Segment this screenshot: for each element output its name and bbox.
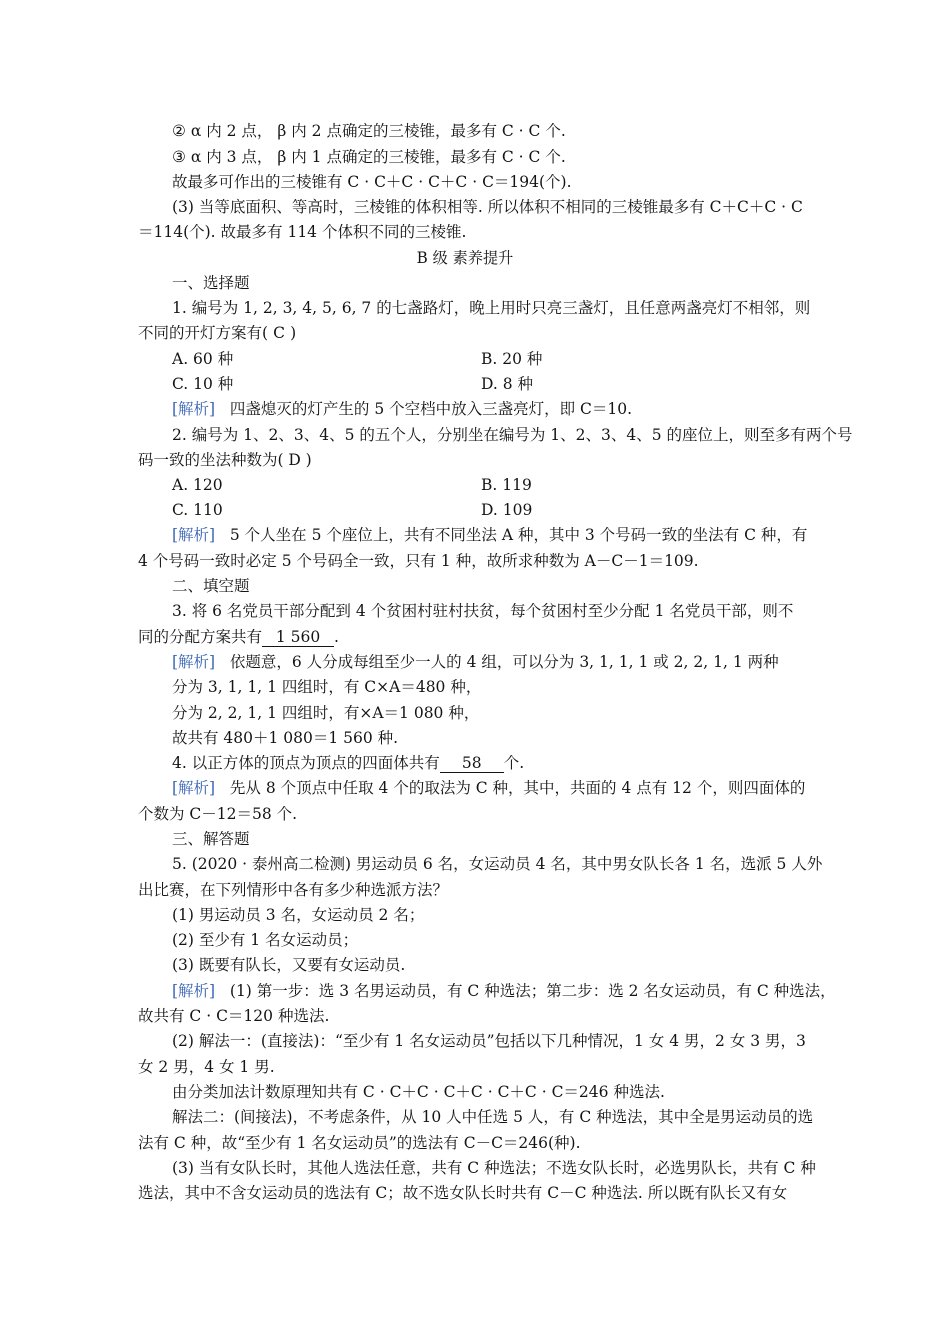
option-d: D. 109 [481,501,533,519]
solution-text: 分为 3, 1, 1, 1 四组时，有 C×A＝480 种， [172,678,482,696]
solution-line [172,981,836,1001]
options-row [172,374,872,394]
question-text: (1) 男运动员 3 名，女运动员 2 名； [172,906,425,924]
question-text: (3) 既要有队长，又要有女运动员. [172,956,406,974]
solution-text: 选法，其中不含女运动员的选法有 C；故不选女队长时共有 C－C 种选法. 所以既有队长又有女 [138,1184,788,1202]
section-title: B 级 素养提升 [416,249,514,267]
option-b: B. 20 种 [481,350,543,368]
options-row [172,475,872,495]
paren-close: ) [305,451,312,469]
answer-choice: D [288,451,301,469]
solution-text: 故共有 C · C＝120 种选法. [138,1007,330,1025]
solution-text: 依题意，6 人分成每组至少一人的 4 组，可以分为 3, 1, 1, 1 或 2, 2, 1, 1 两种 [229,653,779,671]
section-heading: 二、填空题 [172,577,250,595]
answer-choice: C [273,324,285,342]
paren-close: ) [290,324,297,342]
answer-blank: 58 [440,754,504,773]
solution-text: 四盏熄灭的灯产生的 5 个空档中放入三盏亮灯，即 C＝10. [229,400,633,418]
question-text: (2) 至少有 1 名女运动员； [172,931,359,949]
solution-text: (3) 当有女队长时，其他人选法任意，共有 C 种选法；不选女队长时，必选男队长，共有 C 种 [172,1159,816,1177]
solution-text: (1) 第一步：选 3 名男运动员，有 C 种选法；第二步：选 2 名女运动员，有 C 种选法， [229,982,836,1000]
text-line: ＝114(个). 故最多有 114 个体积不同的三棱锥. [138,223,467,241]
question-text: 出比赛，在下列情形中各有多少种选派方法？ [138,881,449,899]
solution-text: 由分类加法计数原理知共有 C · C＋C · C＋C · C＋C · C＝246 种选法. [172,1083,665,1101]
question-text: 5. (2020 · 泰州高二检测) 男运动员 6 名，女运动员 4 名，其中男女队长各 1 名，选派 5 人外 [172,855,823,873]
section-heading: 三、解答题 [172,830,250,848]
period: . [334,628,339,646]
question-text: 3. 将 6 名党员干部分配到 4 个贫困村驻村扶贫，每个贫困村至少分配 1 名党员干部，则不 [172,602,794,620]
solution-line [172,778,805,798]
text-line: ③ α 内 3 点， β 内 1 点确定的三棱锥，最多有 C · C 个. [172,148,566,166]
question-text: 1. 编号为 1, 2, 3, 4, 5, 6, 7 的七盏路灯，晚上用时只亮三盏灯，且任意两盏亮灯不相邻，则 [172,299,811,317]
option-c: C. 10 种 [172,375,234,393]
option-a: A. 60 种 [172,350,234,368]
options-row [172,500,872,520]
question-text [172,753,524,773]
solution-text: 4 个号码一致时必定 5 个号码全一致，只有 1 种，故所求种数为 A－C－1＝109. [138,552,699,570]
solution-text: 分为 2, 2, 1, 1 四组时，有×A＝1 080 种， [172,704,480,722]
question-text [138,627,339,647]
solution-text: 个数为 C－12＝58 个. [138,805,298,823]
solution-text: 女 2 男，4 女 1 男. [138,1058,275,1076]
question-stem: 码一致的坐法种数为( [138,451,284,469]
solution-line [172,399,632,419]
solution-text: 5 个人坐在 5 个座位上，共有不同坐法 A 种，其中 3 个号码一致的坐法有 C 种，有 [229,526,808,544]
question-text: 2. 编号为 1、2、3、4、5 的五个人，分别坐在编号为 1、2、3、4、5 的座位上，则至多有两个号 [172,426,853,444]
solution-tag: [解析] [172,779,216,797]
question-text [138,323,296,343]
unit: 个. [503,754,525,772]
solution-text: 法有 C 种，故“至少有 1 名女运动员”的选法有 C－C＝246(种). [138,1134,581,1152]
option-d: D. 8 种 [481,375,534,393]
answer-blank: 1 560 [262,628,334,647]
solution-tag: [解析] [172,982,216,1000]
question-stem: 同的分配方案共有 [138,628,263,646]
text-line: (3) 当等底面积、等高时，三棱锥的体积相等. 所以体积不相同的三棱锥最多有 C＋C＋C · C [172,198,803,216]
option-c: C. 110 [172,501,223,519]
solution-text: 先从 8 个顶点中任取 4 个的取法为 C 种，其中，共面的 4 点有 12 个，则四面体的 [229,779,806,797]
solution-text: 解法二：(间接法)，不考虑条件，从 10 人中任选 5 人，有 C 种选法，其中全是男运动员的选 [172,1108,814,1126]
option-a: A. 120 [172,476,223,494]
text-line: ② α 内 2 点， β 内 2 点确定的三棱锥，最多有 C · C 个. [172,122,566,140]
text-line: 故最多可作出的三棱锥有 C · C＋C · C＋C · C＝194(个). [172,173,572,191]
solution-text: 故共有 480＋1 080＝1 560 种. [172,729,399,747]
options-row [172,349,872,369]
question-text [138,450,312,470]
solution-line [172,652,779,672]
question-stem: 4. 以正方体的顶点为顶点的四面体共有 [172,754,440,772]
solution-text: (2) 解法一：(直接法)：“至少有 1 名女运动员”包括以下几种情况，1 女 4 男，2 女 3 男，3 [172,1032,806,1050]
solution-tag: [解析] [172,526,216,544]
option-b: B. 119 [481,476,532,494]
solution-tag: [解析] [172,653,216,671]
solution-tag: [解析] [172,400,216,418]
question-stem: 不同的开灯方案有( [138,324,269,342]
section-heading: 一、选择题 [172,274,250,292]
solution-line [172,525,807,545]
